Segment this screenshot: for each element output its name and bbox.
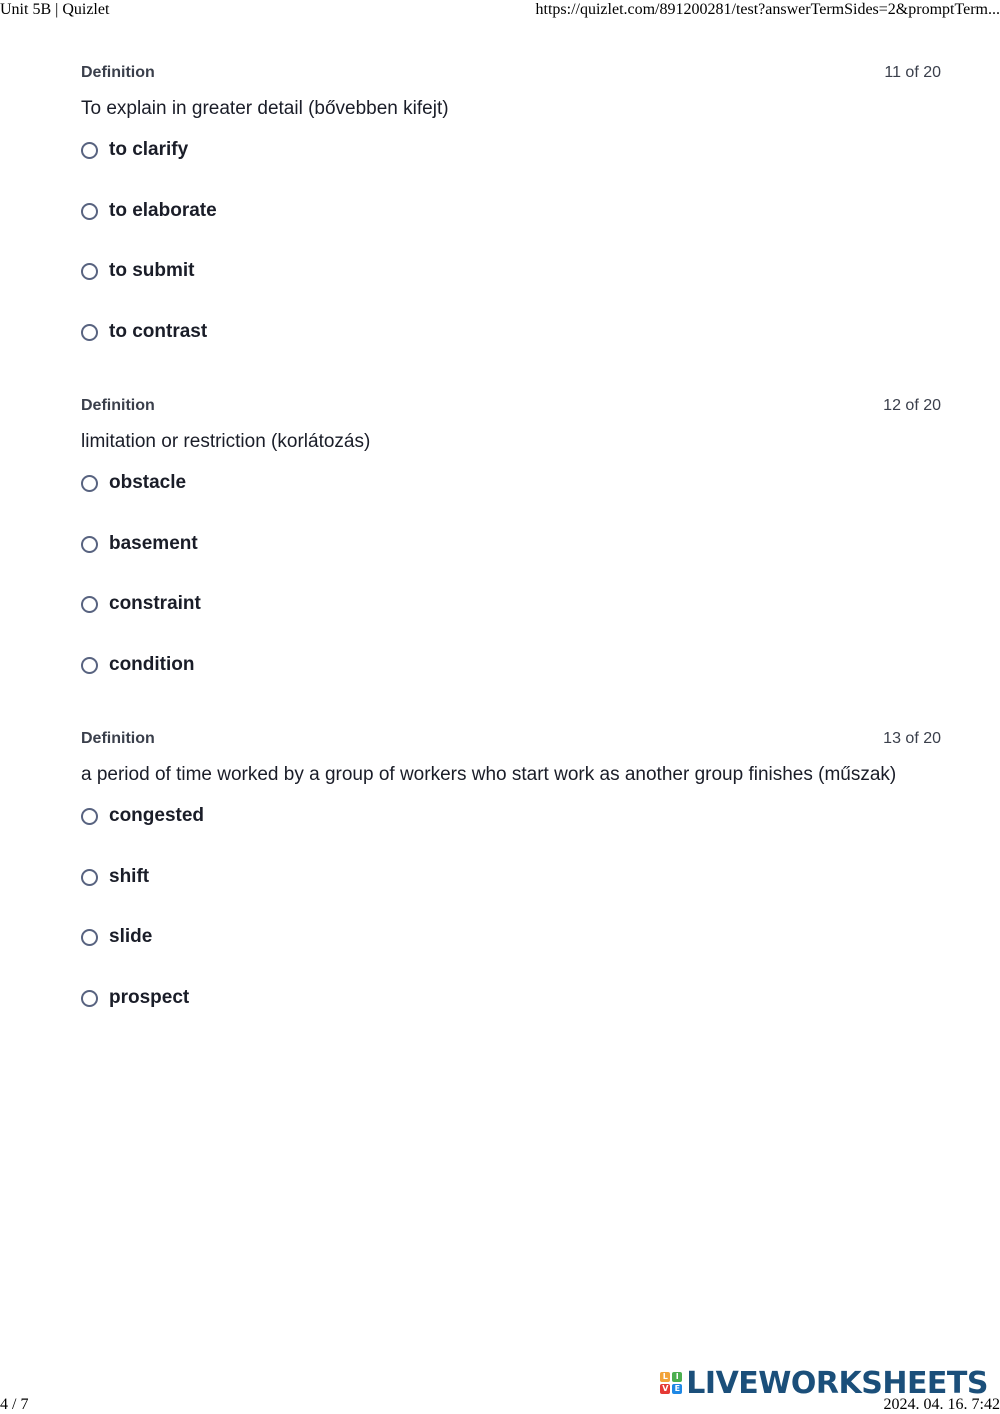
- answer-option-label: to contrast: [109, 320, 208, 342]
- question-prompt: a period of time worked by a group of workers who start work as another group finishes (műszak): [81, 764, 897, 785]
- answer-option-label: obstacle: [109, 472, 187, 493]
- radio-button-icon[interactable]: [81, 990, 98, 1007]
- test-content: [81, 60, 941, 1066]
- logo-mark-tile: E: [672, 1384, 682, 1394]
- answer-option[interactable]: [81, 799, 941, 860]
- question-prompt: limitation or restriction (korlátozás): [81, 431, 371, 452]
- question-prompt: To explain in greater detail (bővebben kifejt): [81, 98, 449, 119]
- logo-mark-tile: I: [672, 1372, 682, 1382]
- answer-option[interactable]: [81, 466, 941, 527]
- answer-option-label: shift: [109, 865, 150, 887]
- question-11: [81, 60, 941, 375]
- print-page-title: Unit 5B | Quizlet: [0, 1, 110, 18]
- question-header: [81, 393, 941, 419]
- radio-button-icon[interactable]: [81, 142, 98, 159]
- print-date: 2024. 04. 16. 7:42: [883, 1396, 1000, 1413]
- answer-option-label: condition: [109, 653, 195, 675]
- radio-button-icon[interactable]: [81, 808, 98, 825]
- print-header: [0, 0, 1000, 22]
- answer-option-label: to elaborate: [109, 199, 217, 221]
- radio-button-icon[interactable]: [81, 203, 98, 220]
- radio-button-icon[interactable]: [81, 869, 98, 886]
- question-type-label: Definition: [81, 64, 155, 81]
- question-counter: 13 of 20: [883, 730, 941, 747]
- question-13: [81, 726, 941, 1041]
- logo-mark-tile: L: [660, 1372, 670, 1382]
- question-header: [81, 726, 941, 752]
- radio-button-icon[interactable]: [81, 324, 98, 341]
- answer-option-label: to clarify: [109, 139, 189, 160]
- question-type-label: Definition: [81, 397, 155, 414]
- answer-option[interactable]: [81, 315, 941, 376]
- answer-option[interactable]: [81, 860, 941, 921]
- print-footer: [0, 1384, 1000, 1414]
- radio-button-icon[interactable]: [81, 475, 98, 492]
- radio-button-icon[interactable]: [81, 657, 98, 674]
- answer-option-label: basement: [109, 532, 198, 554]
- answer-option-label: constraint: [109, 593, 201, 614]
- answer-option[interactable]: [81, 133, 941, 194]
- answer-option[interactable]: [81, 920, 941, 981]
- answer-options: [81, 466, 941, 708]
- answer-option[interactable]: [81, 587, 941, 648]
- answer-option[interactable]: [81, 648, 941, 709]
- radio-button-icon[interactable]: [81, 263, 98, 280]
- question-12: [81, 393, 941, 708]
- answer-option-label: congested: [109, 805, 205, 826]
- logo-mark-tile: V: [662, 1384, 669, 1393]
- answer-option[interactable]: [81, 527, 941, 588]
- answer-option[interactable]: [81, 194, 941, 255]
- question-type-label: Definition: [81, 730, 155, 747]
- answer-option-label: to submit: [109, 260, 195, 281]
- answer-option[interactable]: [81, 254, 941, 315]
- print-page-url: https://quizlet.com/891200281/test?answerTermSides=2&promptTerm...: [535, 1, 1000, 18]
- radio-button-icon[interactable]: [81, 929, 98, 946]
- radio-button-icon[interactable]: [81, 536, 98, 553]
- question-counter: 11 of 20: [884, 64, 941, 81]
- answer-options: [81, 133, 941, 375]
- answer-option-label: slide: [109, 926, 153, 947]
- answer-option-label: prospect: [109, 986, 190, 1008]
- answer-option[interactable]: [81, 981, 941, 1042]
- radio-button-icon[interactable]: [81, 596, 98, 613]
- question-header: [81, 60, 941, 86]
- liveworksheets-wordmark: LIVEWORKSHEETS: [686, 1365, 988, 1401]
- question-counter: 12 of 20: [883, 397, 941, 414]
- page-number: 4 / 7: [0, 1396, 29, 1413]
- answer-options: [81, 799, 941, 1041]
